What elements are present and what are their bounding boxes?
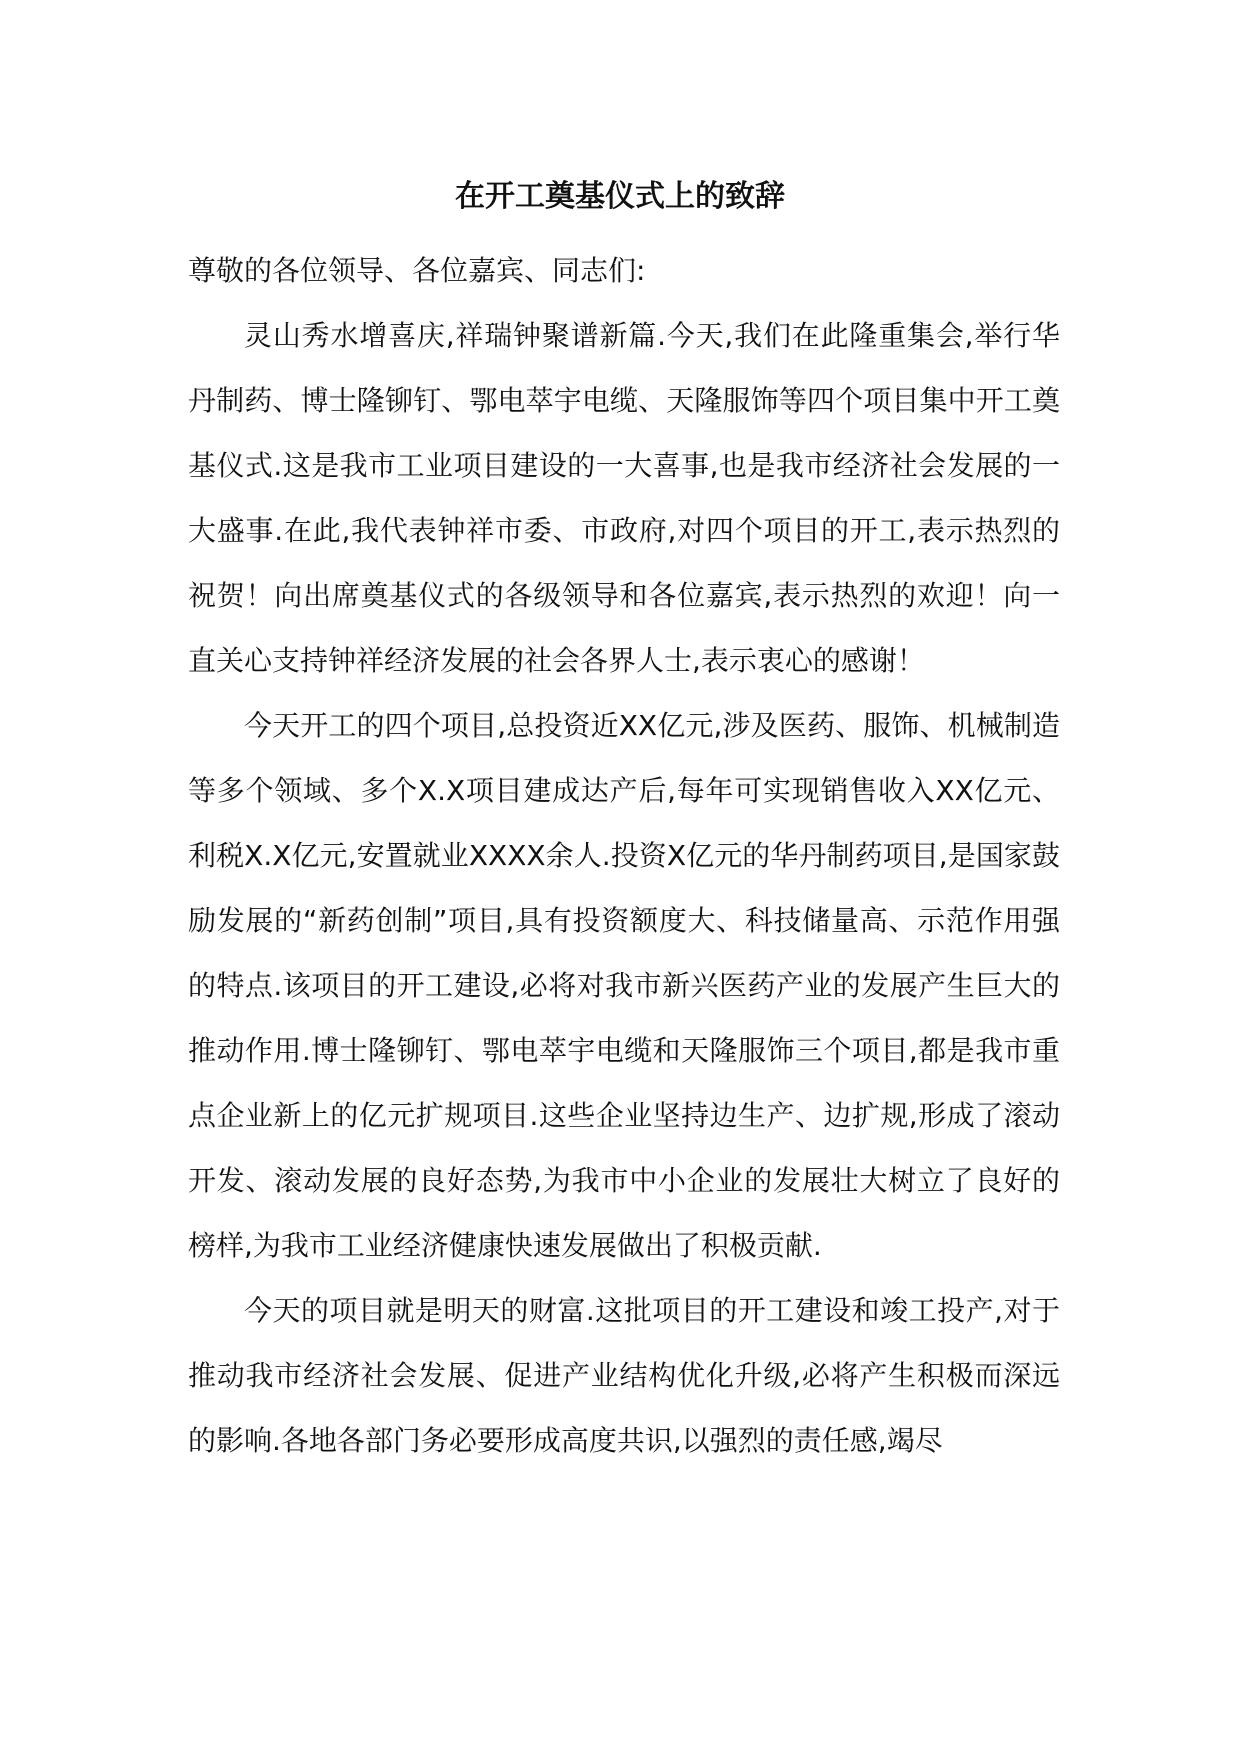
paragraph-3: 今天的项目就是明天的财富.这批项目的开工建设和竣工投产,对于推动我市经济社会发展、促进产业结构优化升级,必将产生积极而深远的影响.各地各部门务必要形成高度共识,以强烈的责任感,竭尽 bbox=[188, 1294, 1060, 1457]
document-body bbox=[188, 238, 1060, 1473]
document-title: 在开工奠基仪式上的致辞 bbox=[455, 179, 785, 214]
paragraph-2: 今天开工的四个项目,总投资近XX亿元,涉及医药、服饰、机械制造等多个领域、多个X.X项目建成达产后,每年可实现销售收入XX亿元、利税X.X亿元,安置就业XXXX余人.投资X亿元的华丹制药项目,是国家鼓励发展的“新药创制”项目,具有投资额度大、科技储量高、示范作用强的特点.该项目的开工建设,必将对我市新兴医药产业的发展产生巨大的推动作用.博士隆铆钉、鄂电萃宇电缆和天隆服饰三个项目,都是我市重点企业新上的亿元扩规项目.这些企业坚持边生产、边扩规,形成了滚动开发、滚动发展的良好态势,为我市中小企业的发展壮大树立了良好的榜样,为我市工业经济健康快速发展做出了积极贡献. bbox=[188, 709, 1060, 1262]
paragraph-1: 灵山秀水增喜庆,祥瑞钟聚谱新篇.今天,我们在此隆重集会,举行华丹制药、博士隆铆钉、鄂电萃宇电缆、天隆服饰等四个项目集中开工奠基仪式.这是我市工业项目建设的一大喜事,也是我市经济社会发展的一大盛事.在此,我代表钟祥市委、市政府,对四个项目的开工,表示热烈的祝贺！向出席奠基仪式的各级领导和各位嘉宾,表示热烈的欢迎！向一直关心支持钟祥经济发展的社会各界人士,表示衷心的感谢！ bbox=[188, 319, 1060, 677]
salutation: 尊敬的各位领导、各位嘉宾、同志们: bbox=[188, 254, 646, 287]
